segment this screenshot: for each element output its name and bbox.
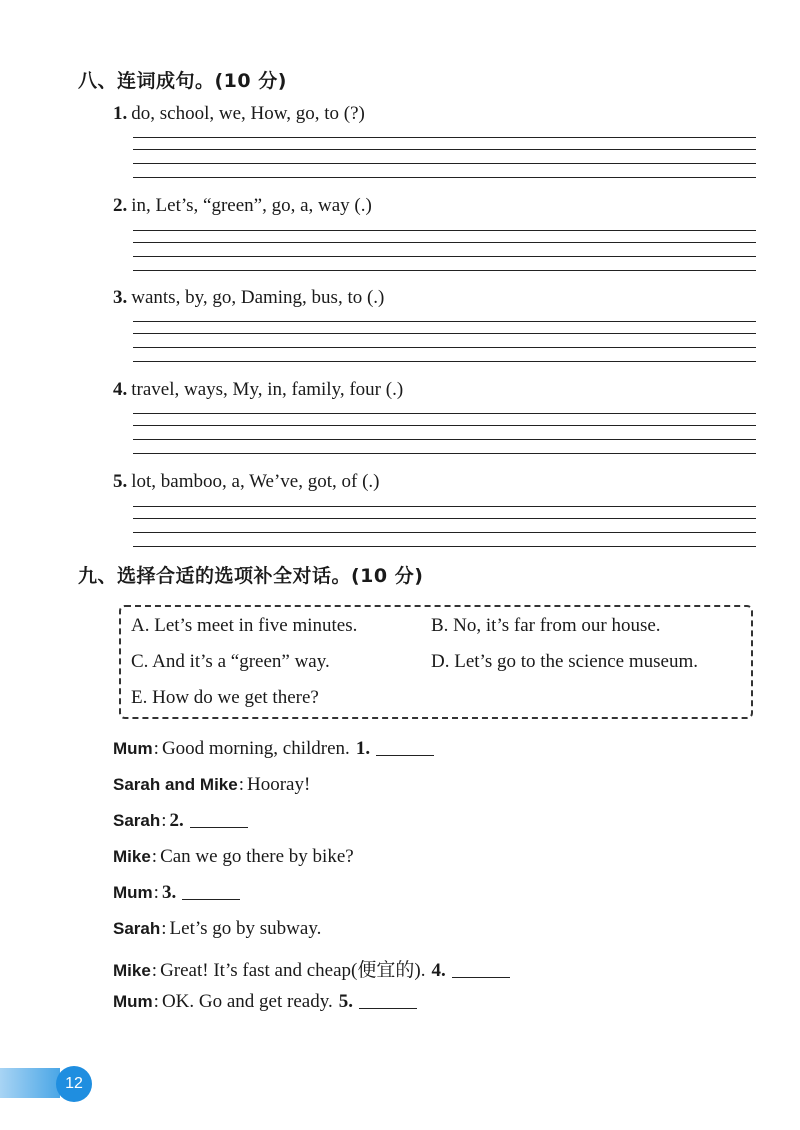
dialogue-text: Hooray! [247,774,311,795]
section-9-heading: 九、选择合适的选项补全对话。(10 分) [78,565,424,587]
blank-number: 5. [338,991,353,1012]
blank-number: 2. [169,810,184,831]
dialogue-line: Sarah: 2. [113,810,248,832]
dialogue-line: Mike: Can we go there by bike? [113,846,354,867]
blank-number: 1. [355,738,371,759]
question-4 [113,379,403,401]
answer-blank[interactable] [359,1007,417,1009]
option-d: D. Let’s go to the science museum. [431,651,698,672]
question-5 [113,471,379,493]
speaker: Mike [113,961,151,980]
answer-lines-2[interactable] [133,230,756,270]
question-words: do, school, we, How, go, to (?) [131,103,365,124]
section-8-heading: 八、连词成句。(10 分) [78,70,287,92]
page-number: 12 [56,1066,92,1102]
question-2 [113,195,372,217]
dialogue-text: Great! It’s fast and cheap(便宜的). [160,960,426,981]
speaker: Mum [113,992,153,1011]
question-words: travel, ways, My, in, family, four (.) [131,379,404,400]
dialogue-text: OK. Go and get ready. [161,991,333,1012]
question-3 [113,287,384,309]
speaker: Mum [113,739,153,758]
dialogue-text: Good morning, children. [161,738,350,759]
question-number: 2. [113,195,128,216]
question-words: in, Let’s, “green”, go, a, way (.) [131,195,372,216]
dialogue-line: Sarah and Mike: Hooray! [113,774,311,795]
option-c: C. And it’s a “green” way. [131,651,330,672]
answer-lines-3[interactable] [133,321,756,361]
option-e: E. How do we get there? [131,687,319,708]
speaker: Mike [113,847,151,866]
answer-blank[interactable] [182,898,240,900]
dialogue-line: Mike: Great! It’s fast and cheap(便宜的). 4. [113,955,510,982]
question-words: wants, by, go, Daming, bus, to (.) [131,287,385,308]
question-number: 5. [113,471,128,492]
question-number: 4. [113,379,128,400]
options-box [119,605,753,719]
dialogue-text: Let’s go by subway. [169,918,322,939]
speaker: Mum [113,883,153,902]
question-1 [113,103,365,125]
blank-number: 4. [431,960,446,981]
answer-blank[interactable] [452,976,510,978]
blank-number: 3. [161,882,177,903]
answer-lines-4[interactable] [133,413,756,453]
dialogue-text: Can we go there by bike? [160,846,354,867]
speaker: Sarah and Mike [113,775,238,794]
answer-blank[interactable] [190,826,248,828]
answer-blank[interactable] [376,754,434,756]
option-b: B. No, it’s far from our house. [431,615,661,636]
answer-lines-1[interactable] [133,137,756,177]
dialogue-line: Mum: Good morning, children. 1. [113,738,434,760]
speaker: Sarah [113,919,161,938]
answer-lines-5[interactable] [133,506,756,546]
question-number: 3. [113,287,128,308]
question-number: 1. [113,103,128,124]
dialogue-line: Mum: 3. [113,882,240,904]
option-a: A. Let’s meet in five minutes. [131,615,358,636]
dialogue-line: Mum: OK. Go and get ready. 5. [113,991,417,1013]
dialogue-line: Sarah: Let’s go by subway. [113,918,322,939]
question-words: lot, bamboo, a, We’ve, got, of (.) [131,471,380,492]
speaker: Sarah [113,811,161,830]
page-strip [0,1068,60,1098]
